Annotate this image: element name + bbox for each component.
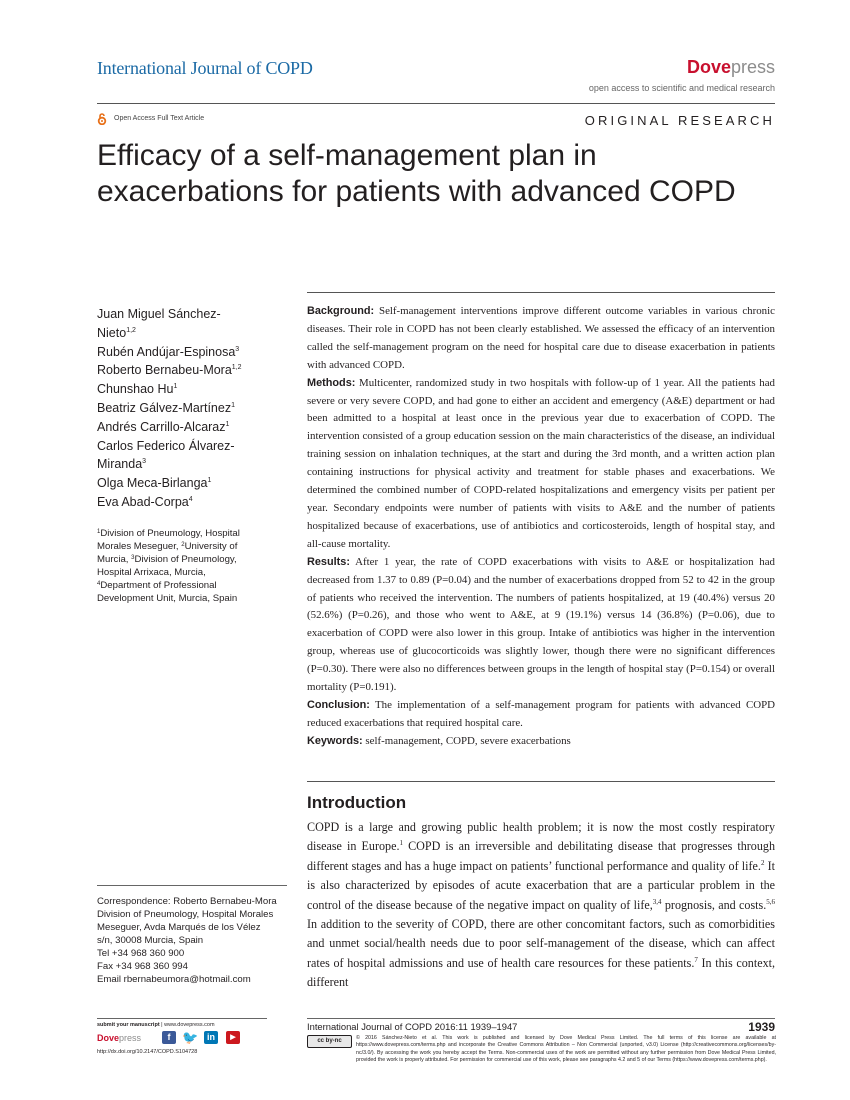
correspondence-line: Correspondence: Roberto Bernabeu-Mora bbox=[97, 896, 277, 907]
correspondence-divider bbox=[97, 885, 287, 886]
affiliation-line: Murcia, $^3$Division of Pneumology, bbox=[97, 554, 237, 565]
author-name: Olga Meca-Birlanga$^1$ bbox=[97, 476, 212, 491]
publisher-tagline: open access to scientific and medical research bbox=[588, 83, 775, 93]
abstract-keywords: Keywords: self-management, COPD, severe exacerbations bbox=[307, 734, 571, 747]
journal-title[interactable]: International Journal of COPD bbox=[97, 58, 313, 78]
citation-ref[interactable]: 5,6 bbox=[766, 897, 775, 906]
open-access-icon bbox=[97, 113, 107, 125]
article-title bbox=[97, 138, 787, 210]
correspondence-phone: Tel +34 968 360 900 bbox=[97, 948, 185, 959]
header-divider bbox=[97, 103, 775, 104]
correspondence-line: s/n, 30008 Murcia, Spain bbox=[97, 935, 204, 946]
affiliation-line: $^1$Division of Pneumology, Hospital bbox=[97, 528, 240, 539]
abstract-divider-top bbox=[307, 292, 775, 293]
author-name: Nieto$^{1,2}$ bbox=[97, 325, 136, 340]
correspondence-email[interactable]: Email rbernabeumora@hotmail.com bbox=[97, 974, 251, 985]
journal-citation: International Journal of COPD 2016:11 1939–1947 bbox=[307, 1021, 518, 1032]
doi-link[interactable]: http://dx.doi.org/10.2147/COPD.S104728 bbox=[97, 1049, 198, 1055]
footer-publisher-logo[interactable]: Dovepress bbox=[97, 1033, 142, 1043]
footer-divider-left bbox=[97, 1018, 267, 1019]
correspondence bbox=[97, 895, 297, 986]
license-text: © 2016 Sánchez-Nieto et al. This work is published and licensed by Dove Medical Press Limited. The full terms of this license are available at https://www.dovepress.com/terms.php and incorporate the Creative Commons Attribution – Non Commercial (unported, v3.0) License (http://creativecommons.org/licenses/by-nc/3.0/). By accessing the work you hereby accept the Terms. Non-commercial uses of the work are permitted without any further permission from Dove Medical Press Limited, provided the work is properly attributed. For permission for commercial use of this work, please see paragraphs 4.2 and 5 of our Terms (https://www.dovepress.com/terms.php). bbox=[356, 1035, 776, 1064]
abstract-conclusion: Conclusion: The implementation of a self-management program for patients with advanced COPD reduced exacerbations that required hospital care. bbox=[307, 698, 776, 729]
correspondence-line: Division of Pneumology, Hospital Morales bbox=[97, 909, 274, 920]
citation-ref[interactable]: 3,4 bbox=[652, 897, 662, 906]
introduction-paragraph: COPD is a large and growing public health problem; it is now the most costly respiratory disease in Europe.$^1$ COPD is an irreversible and debilitating disease that progresses through different stages and has a huge impact on patients’ functional performance and quality of life.$^2$ It is also characterized by episodes of acute exacerbation that are a particular problem in the control of the disease because of the negative impact on quality of life,$^{3,4}$ prognosis, and costs.$^{5,6}$ In addition to the severity of COPD, there are other concomitant factors, such as comorbidities and unmet social/health needs due to poor self-management of the disease, which can affect rates of hospital admissions and use of health care resources for these patients.$^7$ In this context, different bbox=[307, 820, 775, 990]
creative-commons-icon[interactable]: cc by-nc bbox=[307, 1035, 352, 1048]
article-type: ORIGINAL RESEARCH bbox=[584, 113, 775, 128]
abstract-methods: Methods: Multicenter, randomized study in two hospitals with follow-up of 1 year. All the patients had severe or very severe COPD, and had gone to either an accident and emergency (A&E) department or had been admitted to a hospital at least once in the previous year due to exacerbation of COPD. The intervention consisted of a group education session on the main characteristics of the disease, an individual training session on inhalation techniques, at the start and during the 3rd month, and a written action plan containing instructions for physical activity and treatment for stable phases and exacerbations. We determined the combined number of COPD-related hospitalizations and emergency visits per patient per year. Secondary endpoints were number of patients with visits to A&E and the number of patients hospitalized because of exacerbations, use of antibiotics and corticosteroids, length of hospital stay, and all-cause mortality. bbox=[307, 376, 775, 550]
affiliation-line: Hospital Arrixaca, Murcia, bbox=[97, 567, 206, 578]
author-name: Beatriz Gálvez-Martínez$^1$ bbox=[97, 400, 235, 415]
linkedin-icon[interactable]: in bbox=[204, 1031, 218, 1044]
citation-ref[interactable]: 7 bbox=[694, 955, 698, 964]
abstract-background: Background: Self-management interventions improve different outcome variables in various chronic diseases. Their role in COPD has not been clearly established. We assessed the efficacy of an intervention called the self-management program on the need for hospital care due to disease exacerbation in patients with advanced COPD. bbox=[307, 305, 775, 371]
author-name: Carlos Federico Álvarez- bbox=[97, 438, 235, 453]
author-name: Eva Abad-Corpa$^4$ bbox=[97, 494, 193, 509]
abstract bbox=[307, 303, 775, 751]
affiliation-line: Morales Meseguer, $^2$University of bbox=[97, 541, 238, 552]
affiliation-line: $^4$Department of Professional bbox=[97, 580, 217, 591]
facebook-icon[interactable]: f bbox=[162, 1031, 176, 1044]
article-title-line-2: exacerbations for patients with advanced COPD bbox=[97, 175, 736, 208]
youtube-icon[interactable]: ▶ bbox=[226, 1031, 240, 1044]
author-name: Juan Miguel Sánchez- bbox=[97, 307, 221, 321]
citation-ref[interactable]: 1 bbox=[399, 839, 403, 848]
publisher-logo-red: Dove bbox=[686, 57, 731, 77]
author-list bbox=[97, 305, 277, 512]
citation-ref[interactable]: 2 bbox=[760, 858, 765, 867]
publisher-logo-gray: press bbox=[730, 57, 775, 77]
author-name: Chunshao Hu$^1$ bbox=[97, 382, 178, 397]
abstract-divider-bottom bbox=[307, 781, 775, 782]
open-access-label: Open Access Full Text Article bbox=[114, 115, 205, 122]
author-name: Roberto Bernabeu-Mora$^{1,2}$ bbox=[97, 363, 242, 378]
submit-manuscript-link[interactable]: submit your manuscript | www.dovepress.com bbox=[97, 1022, 215, 1028]
correspondence-fax: Fax +34 968 360 994 bbox=[97, 961, 188, 972]
publisher-logo[interactable] bbox=[687, 57, 775, 78]
page-number: 1939 bbox=[748, 1020, 775, 1034]
correspondence-line: Meseguer, Avda Marqués de los Vélez bbox=[97, 922, 261, 933]
author-name: Miranda$^3$ bbox=[97, 457, 147, 472]
affiliations bbox=[97, 527, 282, 605]
abstract-results: Results: After 1 year, the rate of COPD exacerbations with visits to A&E or hospitalization had decreased from 1.37 to 0.89 (P=0.04) and the number of exacerbations dropped from 52 to 42 in the group of patients who received the intervention. The numbers of patients hospitalized, at 19 (40.4%) versus 20 (52.6%) (P=0.26), and those who went to A&E, at 9 (19.1%) versus 14 (36.8%) (P=0.06), due to exacerbation of COPD were also lower in this group. Intake of antibiotics was higher in the intervention group, whereas use of glucocorticoids was slightly lower, though there were no significant differences (P=0.30). There were also no differences between groups in the length of hospital stay (P=0.154) or overall mortality (P=0.191). bbox=[307, 555, 775, 694]
twitter-icon[interactable]: 🐦 bbox=[182, 1030, 199, 1045]
footer-divider-right bbox=[307, 1018, 775, 1019]
author-name: Rubén Andújar-Espinosa$^3$ bbox=[97, 344, 240, 359]
article-title-line-1: Efficacy of a self-management plan in bbox=[97, 139, 597, 172]
introduction-heading: Introduction bbox=[307, 793, 407, 812]
author-name: Andrés Carrillo-Alcaraz$^1$ bbox=[97, 419, 230, 434]
affiliation-line: Development Unit, Murcia, Spain bbox=[97, 593, 238, 604]
